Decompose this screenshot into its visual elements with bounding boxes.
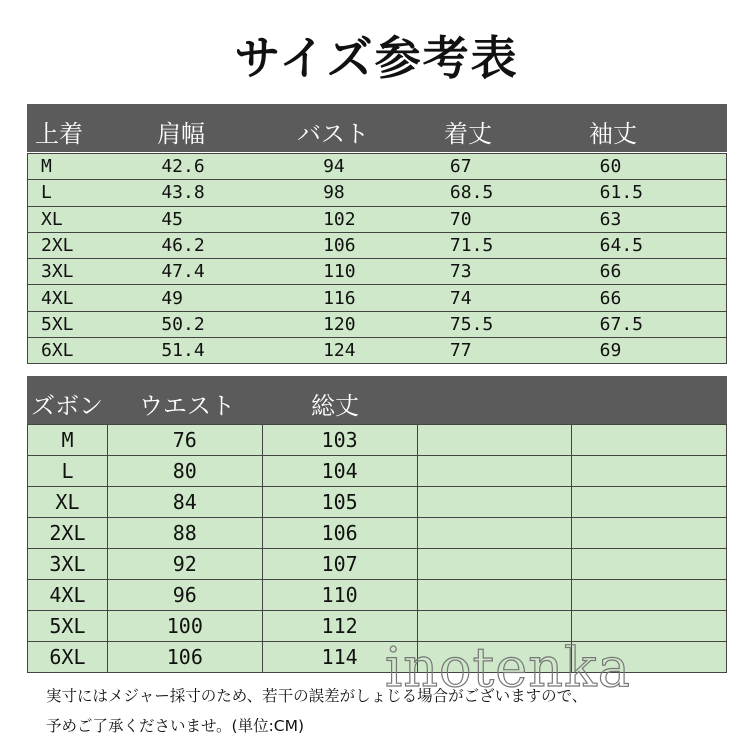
size-label: 6XL (28, 338, 149, 364)
size-value: 66 (587, 285, 727, 311)
size-value: 43.8 (148, 180, 310, 206)
note-line-1: 実寸にはメジャー採寸のため、若干の誤差がしょじる場合がございますので、 (46, 687, 588, 705)
size-value: 67.5 (587, 311, 727, 337)
size-label: M (28, 154, 149, 180)
table-row (28, 549, 727, 580)
page-title: サイズ参考表 (234, 31, 519, 85)
empty-cell (572, 580, 727, 611)
size-label: 4XL (28, 285, 149, 311)
size-label: 4XL (28, 580, 108, 611)
size-value: 76 (107, 425, 262, 456)
empty-cell (572, 518, 727, 549)
size-label: M (28, 425, 108, 456)
size-value: 46.2 (148, 232, 310, 258)
size-value: 100 (107, 611, 262, 642)
empty-cell (417, 487, 572, 518)
empty-cell (572, 456, 727, 487)
size-value: 102 (310, 206, 437, 232)
size-value: 107 (262, 549, 417, 580)
table-row (28, 180, 727, 206)
size-label: XL (28, 206, 149, 232)
size-value: 66 (587, 259, 727, 285)
note-line-2: 予めご了承くださいませ。(単位:CM) (46, 717, 305, 735)
watermark-logo: inotenka (385, 636, 631, 699)
size-value: 67 (437, 154, 587, 180)
header-total-length: 総丈 (311, 392, 359, 420)
size-value: 63 (587, 206, 727, 232)
table-row (28, 338, 727, 364)
size-value: 60 (587, 154, 727, 180)
size-value: 45 (148, 206, 310, 232)
size-label: L (28, 456, 108, 487)
table-row (28, 425, 727, 456)
size-label: XL (28, 487, 108, 518)
header-shoulder: 肩幅 (157, 120, 205, 148)
size-value: 98 (310, 180, 437, 206)
size-label: 3XL (28, 259, 149, 285)
size-label: 6XL (28, 642, 108, 673)
size-value: 103 (262, 425, 417, 456)
size-value: 49 (148, 285, 310, 311)
size-label: 2XL (28, 518, 108, 549)
size-value: 50.2 (148, 311, 310, 337)
top-size-header (27, 104, 727, 152)
size-value: 77 (437, 338, 587, 364)
header-top-category: 上着 (35, 120, 83, 148)
size-value: 104 (262, 456, 417, 487)
size-value: 80 (107, 456, 262, 487)
size-label: 2XL (28, 232, 149, 258)
size-value: 75.5 (437, 311, 587, 337)
size-label: L (28, 180, 149, 206)
size-label: 3XL (28, 549, 108, 580)
size-value: 69 (587, 338, 727, 364)
table-row (28, 206, 727, 232)
table-row (28, 580, 727, 611)
header-length: 着丈 (444, 120, 492, 148)
size-label: 5XL (28, 311, 149, 337)
table-row (28, 232, 727, 258)
empty-cell (417, 456, 572, 487)
size-value: 106 (262, 518, 417, 549)
empty-cell (572, 549, 727, 580)
table-row (28, 456, 727, 487)
pants-size-header (27, 376, 727, 424)
size-value: 96 (107, 580, 262, 611)
header-bust: バスト (297, 120, 369, 148)
empty-cell (417, 518, 572, 549)
empty-cell (572, 487, 727, 518)
header-sleeve: 袖丈 (589, 120, 637, 148)
size-value: 84 (107, 487, 262, 518)
size-value: 112 (262, 611, 417, 642)
size-value: 106 (107, 642, 262, 673)
table-row (28, 285, 727, 311)
size-value: 68.5 (437, 180, 587, 206)
table-row (28, 259, 727, 285)
header-waist: ウエスト (139, 392, 235, 420)
size-value: 106 (310, 232, 437, 258)
size-value: 110 (310, 259, 437, 285)
size-value: 61.5 (587, 180, 727, 206)
empty-cell (417, 580, 572, 611)
header-pants-category: ズボン (31, 392, 103, 420)
size-value: 105 (262, 487, 417, 518)
table-row (28, 154, 727, 180)
size-value: 70 (437, 206, 587, 232)
size-value: 51.4 (148, 338, 310, 364)
size-value: 74 (437, 285, 587, 311)
size-value: 92 (107, 549, 262, 580)
table-row (28, 311, 727, 337)
size-value: 73 (437, 259, 587, 285)
size-value: 94 (310, 154, 437, 180)
empty-cell (417, 425, 572, 456)
size-value: 71.5 (437, 232, 587, 258)
size-value: 42.6 (148, 154, 310, 180)
size-value: 88 (107, 518, 262, 549)
size-value: 64.5 (587, 232, 727, 258)
empty-cell (417, 549, 572, 580)
size-value: 47.4 (148, 259, 310, 285)
empty-cell (572, 425, 727, 456)
size-value: 114 (262, 642, 417, 673)
table-row (28, 487, 727, 518)
top-size-table (27, 153, 727, 364)
size-value: 116 (310, 285, 437, 311)
size-label: 5XL (28, 611, 108, 642)
size-value: 124 (310, 338, 437, 364)
size-value: 110 (262, 580, 417, 611)
size-value: 120 (310, 311, 437, 337)
table-row (28, 518, 727, 549)
